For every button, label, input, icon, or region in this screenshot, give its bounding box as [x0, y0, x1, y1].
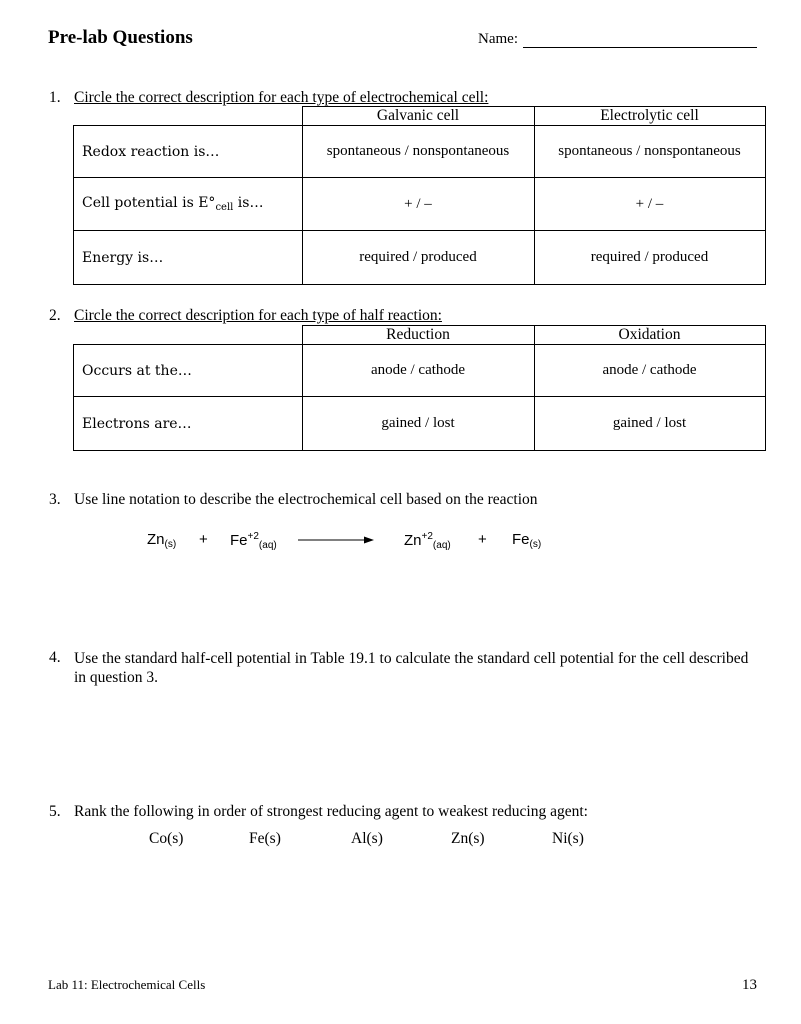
reduction-electrons-choice[interactable]: gained / lost	[302, 397, 534, 451]
table-row	[74, 397, 766, 451]
page-title: Pre-lab Questions	[48, 27, 193, 48]
option-iron: Fe(s)	[249, 830, 281, 847]
electrolytic-redox-choice[interactable]: spontaneous / nonspontaneous	[534, 126, 765, 178]
electrolytic-header: Electrolytic cell	[534, 107, 765, 126]
question-text: Rank the following in order of strongest reducing agent to weakest reducing agent:	[74, 803, 588, 820]
row-label: Energy is…	[74, 231, 303, 285]
galvanic-redox-choice[interactable]: spontaneous / nonspontaneous	[302, 126, 534, 178]
table-row	[74, 231, 766, 285]
row-label: Electrons are…	[74, 397, 303, 451]
table-row	[74, 178, 766, 231]
row-label	[74, 178, 303, 231]
state-label: (s)	[529, 539, 542, 550]
page-number: 13	[742, 977, 757, 993]
row-label-sub: cell	[215, 202, 234, 213]
reduction-header: Reduction	[302, 326, 534, 345]
question-number: 1.	[49, 89, 61, 106]
footer-lab-title: Lab 11: Electrochemical Cells	[48, 977, 206, 992]
element-symbol: Zn	[147, 531, 165, 548]
question-number: 2.	[49, 307, 61, 324]
question-text: Use line notation to describe the electrochemical cell based on the reaction	[74, 491, 538, 508]
plus-sign: +	[478, 531, 487, 548]
plus-sign: +	[199, 531, 208, 548]
question-number: 4.	[49, 649, 61, 666]
electrolytic-potential-choice[interactable]: + / –	[534, 178, 765, 231]
blank-header-cell	[74, 107, 303, 126]
question-text: Use the standard half-cell potential in Table 19.1 to calculate the standard cell potential for the cell described in question 3.	[74, 650, 749, 686]
oxidation-header: Oxidation	[534, 326, 765, 345]
oxidation-electrons-choice[interactable]: gained / lost	[534, 397, 765, 451]
product-zn-ion	[404, 531, 451, 551]
question-text: Circle the correct description for each type of electrochemical cell:	[74, 89, 489, 106]
name-field[interactable]	[523, 47, 757, 48]
galvanic-header: Galvanic cell	[302, 107, 534, 126]
reactant-zn	[147, 531, 176, 550]
option-nickel: Ni(s)	[552, 830, 584, 847]
row-label-main: Cell potential is E°	[82, 195, 216, 211]
option-cobalt: Co(s)	[149, 830, 184, 847]
name-label: Name:	[478, 31, 518, 47]
row-label-tail: is…	[233, 195, 264, 211]
reduction-electrode-choice[interactable]: anode / cathode	[302, 345, 534, 397]
row-label: Redox reaction is…	[74, 126, 303, 178]
state-label: (aq)	[432, 540, 451, 551]
question-number: 3.	[49, 491, 61, 508]
element-symbol: Fe	[230, 532, 248, 549]
element-symbol: Fe	[512, 531, 530, 548]
electrochemical-cell-table	[73, 106, 766, 285]
product-fe	[512, 531, 541, 550]
option-aluminum: Al(s)	[351, 830, 383, 847]
question-number: 5.	[49, 803, 61, 820]
table-row	[74, 345, 766, 397]
galvanic-potential-choice[interactable]: + / –	[302, 178, 534, 231]
blank-header-cell	[74, 326, 303, 345]
table-row	[74, 126, 766, 178]
galvanic-energy-choice[interactable]: required / produced	[302, 231, 534, 285]
oxidation-electrode-choice[interactable]: anode / cathode	[534, 345, 765, 397]
element-symbol: Zn	[404, 532, 422, 549]
charge-label: +2	[247, 531, 259, 542]
question-text: Circle the correct description for each type of half reaction:	[74, 307, 442, 324]
electrolytic-energy-choice[interactable]: required / produced	[534, 231, 765, 285]
half-reaction-table	[73, 325, 766, 451]
state-label: (aq)	[258, 540, 277, 551]
reaction-arrow-icon	[298, 534, 376, 546]
option-zinc: Zn(s)	[451, 830, 485, 847]
row-label: Occurs at the…	[74, 345, 303, 397]
charge-label: +2	[421, 531, 433, 542]
reactant-fe-ion	[230, 531, 277, 551]
state-label: (s)	[164, 539, 177, 550]
